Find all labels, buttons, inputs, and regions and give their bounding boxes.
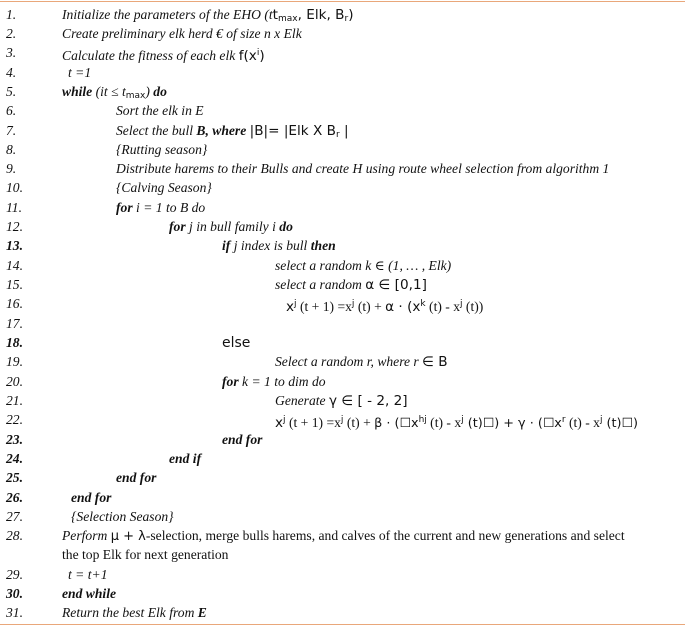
keyword: do — [149, 84, 167, 99]
element-of-B: ∈ B — [422, 354, 448, 370]
line-text: Select a random r, where r — [275, 354, 423, 369]
eq-superscript: r — [561, 415, 566, 425]
line-number: 6. — [6, 103, 17, 118]
eq-part: (t) - x — [426, 415, 462, 430]
eq-x: x — [275, 415, 284, 431]
t-max-subscript: max — [125, 91, 146, 101]
eq-part: (t)) — [462, 299, 484, 314]
eq-superscript: j — [599, 415, 603, 425]
line-number: 25. — [6, 470, 23, 485]
eq-part: (t + 1) =x — [296, 299, 352, 314]
br-subscript: r — [344, 14, 349, 24]
line-number: 14. — [6, 258, 23, 273]
close-paren: ) — [259, 48, 265, 64]
keyword: end for — [116, 470, 157, 485]
line-text: select a random — [275, 277, 366, 292]
fitness-fx: f(x — [238, 48, 257, 64]
line-number: 13. — [6, 238, 23, 253]
line-number: 22. — [6, 412, 23, 427]
bull-update-equation — [286, 294, 483, 317]
line-text: Sort the elk in E — [116, 103, 204, 118]
keyword: then — [310, 238, 336, 253]
eq-superscript: j — [460, 299, 463, 309]
eq-part: (t)☐) — [602, 416, 638, 431]
line-number: 2. — [6, 26, 17, 41]
keyword: while — [62, 84, 93, 99]
line-number: 28. — [6, 528, 23, 543]
top-rule — [0, 1, 685, 2]
line-number: 21. — [6, 393, 23, 408]
else-keyword: else — [222, 335, 251, 351]
line-text: k = 1 to dim do — [238, 374, 326, 389]
line-number: 1. — [6, 7, 17, 22]
line-number: 4. — [6, 65, 17, 80]
line-number: 30. — [6, 586, 23, 601]
keyword: if — [222, 238, 231, 253]
line-text: Initialize the parameters of the EHO (t — [62, 7, 273, 22]
keyword: end if — [169, 451, 202, 466]
keyword: end while — [62, 586, 117, 601]
line-text: i = 1 to B do — [132, 200, 206, 215]
line-number: 5. — [6, 84, 17, 99]
close-paren: ) — [348, 7, 354, 23]
eq-superscript: j — [461, 415, 464, 425]
line-text: Generate — [275, 393, 329, 408]
br-subscript: r — [335, 130, 340, 140]
line-number: 10. — [6, 180, 23, 195]
bull-size-formula: |B|= |Elk X B — [249, 123, 336, 139]
t-symbol: t — [272, 7, 279, 23]
eq-superscript: j — [294, 299, 297, 309]
line-number: 8. — [6, 142, 17, 157]
line-number: 3. — [6, 45, 17, 60]
line-text: select a random k ∈ (1, … , Elk) — [275, 258, 452, 273]
line-number: 26. — [6, 490, 23, 505]
elk-set-E: E — [197, 605, 207, 620]
eq-superscript: hj — [418, 415, 427, 425]
line-number: 27. — [6, 509, 23, 524]
line-text-rest: -selection, merge bulls harems, and calves of the current and new generations and select — [145, 528, 625, 543]
params-tail: , Elk, B — [297, 7, 345, 23]
line-text: {Rutting season} — [116, 142, 208, 157]
keyword: end for — [222, 432, 263, 447]
close-paren: ) — [145, 84, 150, 99]
line-number: 29. — [6, 567, 23, 582]
formula-end: | — [339, 123, 349, 139]
eq-part: (t) + — [343, 415, 375, 430]
line-text-continued: the top Elk for next generation — [62, 547, 229, 562]
bull-set-B: B, — [196, 123, 209, 138]
keyword: where — [208, 123, 250, 138]
line-text: j index is bull — [230, 238, 311, 253]
line-number: 23. — [6, 432, 23, 447]
line-text: t = t+1 — [68, 567, 108, 582]
line-number: 11. — [6, 200, 22, 215]
eq-x: x — [286, 299, 295, 315]
keyword: do — [279, 219, 293, 234]
line-text: (it ≤ t — [92, 84, 126, 99]
line-text: j in bull family i — [185, 219, 280, 234]
line-text: Return the best Elk from — [62, 605, 198, 620]
mu-lambda: μ + λ — [110, 529, 146, 544]
bottom-rule — [0, 624, 685, 625]
line-text: {Selection Season} — [71, 509, 174, 524]
line-text: t =1 — [68, 65, 92, 80]
eq-part: β · (☐x — [374, 416, 419, 431]
eq-part: (t) + — [354, 299, 386, 314]
harem-update-equation — [275, 410, 638, 434]
line-number: 31. — [6, 605, 23, 620]
keyword: end for — [71, 490, 112, 505]
eq-part: α · (x — [385, 299, 421, 315]
line-text: Calculate the fitness of each elk — [62, 48, 239, 63]
fitness-superscript: i — [256, 48, 260, 58]
eq-part: (t + 1) =x — [285, 415, 341, 430]
eq-superscript: j — [351, 299, 355, 309]
line-text: Perform — [62, 528, 111, 543]
line-number: 9. — [6, 161, 17, 176]
t-max-subscript: max — [278, 14, 298, 24]
line-number: 20. — [6, 374, 23, 389]
alpha-range: α ∈ [0,1] — [365, 277, 427, 293]
line-number: 24. — [6, 451, 23, 466]
keyword: for — [116, 200, 133, 215]
line-text: Select the bull — [116, 123, 197, 138]
line-text: {Calving Season} — [116, 180, 212, 195]
line-number: 19. — [6, 354, 23, 369]
keyword: for — [222, 374, 239, 389]
eq-part: (t) - x — [565, 415, 600, 430]
eq-superscript: j — [283, 415, 286, 425]
line-number: 16. — [6, 296, 23, 311]
line-number: 18. — [6, 335, 23, 350]
line-number: 17. — [6, 316, 23, 331]
line-number: 12. — [6, 219, 23, 234]
line-text: Create preliminary elk herd € of size n x Elk — [62, 26, 302, 41]
line-text: Distribute harems to their Bulls and create H using route wheel selection from algorithm 1 — [116, 161, 610, 176]
eq-part: (t)☐) + γ · (☐x — [463, 416, 562, 431]
eq-superscript: k — [420, 299, 426, 309]
eq-part: (t) - x — [425, 299, 460, 314]
line-number: 15. — [6, 277, 23, 292]
keyword: for — [169, 219, 186, 234]
eq-superscript: j — [340, 415, 344, 425]
gamma-range: γ ∈ [ - 2, 2] — [328, 393, 408, 409]
line-number: 7. — [6, 123, 17, 138]
